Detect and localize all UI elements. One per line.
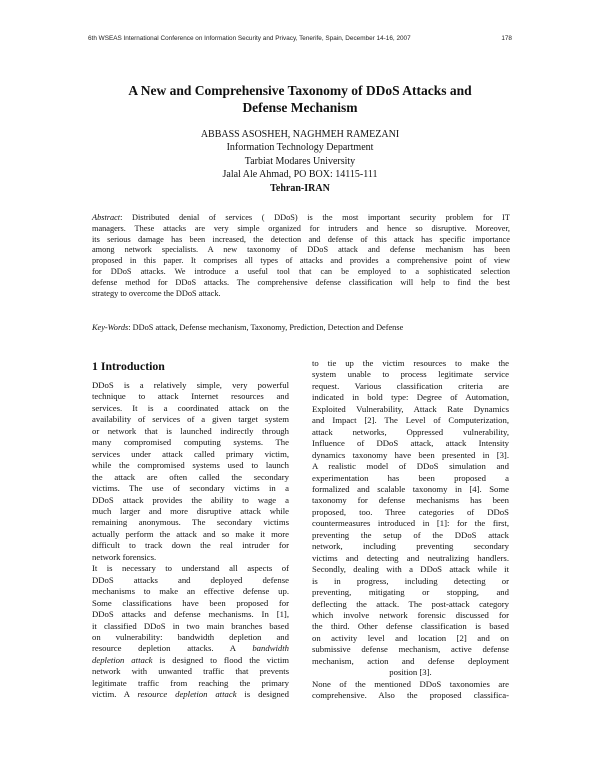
text-line: A realistic model of DDoS simulation and (312, 461, 509, 472)
text-line: indicated in bold type: Degree of Automation, (312, 392, 509, 403)
text-span: victim. A (92, 689, 138, 700)
text-line: it classified DDoS in two main branches based (92, 620, 289, 631)
left-column (92, 380, 289, 701)
text-line: which involve network forensic discussed for (312, 609, 509, 620)
text-line: position [3]. (389, 667, 432, 678)
text-line: system unable to process legitimate service (312, 369, 509, 380)
city: Tehran-IRAN (270, 182, 330, 194)
text-line: remaining anonymous. The secondary victims (92, 517, 289, 528)
text-line: preventing the setup of the DDoS attack (312, 529, 509, 540)
text-line: Some classifications have been proposed for (92, 597, 289, 608)
text-line: dynamics taxonomy have been presented in [3]. (312, 449, 509, 460)
text-line: legitimate traffic from reaching the primary (92, 677, 289, 688)
text-line: deflecting the attack. The post-attack category (312, 598, 509, 609)
authors: ABBASS ASOSHEH, NAGHMEH RAMEZANI (200, 129, 400, 140)
author-block (150, 128, 450, 195)
text-line: to tie up the victim resources to make the (312, 358, 509, 368)
text-line: network forensics. (92, 551, 157, 562)
abstract-line: strategy to overcome the DDoS attack. (92, 288, 221, 298)
text-line: difficult to track down the real intruder for (92, 540, 289, 551)
text-line: attack networks, Oppressed vulnerability, (312, 426, 509, 437)
text-line: comprehensive. Also the proposed classifica- (312, 690, 509, 701)
text-line: Influence of DDoS attack, attack Intensity (312, 438, 509, 449)
text-line: on vulnerability: bandwidth depletion and (92, 631, 289, 642)
text-line: availability of services of a given target system (92, 414, 289, 425)
text-line: None of the mentioned DDoS taxonomies are (312, 678, 509, 689)
university: Tarbiat Modares University (244, 155, 356, 167)
abstract-line: among network specialists. A new taxonomy of DDoS attack and defense mechanism has been (92, 245, 510, 255)
text-line (92, 689, 289, 700)
keywords (92, 323, 510, 332)
abstract-line: defense method for DDoS attacks. The comprehensive defense classification will help to find the best (92, 277, 510, 287)
text-line: the attack are often called the secondary (92, 471, 289, 482)
text-line: proposed, too. Three categories of DDoS (312, 506, 509, 517)
text-span: is designed to flood the victim (152, 654, 289, 665)
text-line: formalized and scalable taxonomy in [4]. Some (312, 483, 509, 494)
italic-term: resource depletion attack (137, 689, 237, 700)
text-line: taxonomy for defense mechanisms has been (312, 495, 509, 506)
text-line: network, including preventing secondary (312, 541, 509, 552)
text-line: mechanism, action and defense deployment (312, 655, 509, 666)
text-line: on activity level and location [2] and on (312, 632, 509, 643)
text-line: or network that is launched indirectly through (92, 425, 289, 436)
paper-title (90, 82, 510, 116)
text-line: mechanisms to make an effective defense up. (92, 586, 289, 597)
text-line: Exploited Vulnerability, Attack Rate Dynamics (312, 403, 509, 414)
text-line: victims. The use of secondary victims in a (92, 483, 289, 494)
text-line: submissive defense mechanism, active defense (312, 644, 509, 655)
italic-term: bandwidth (252, 643, 289, 654)
text-line: countermeasures introduced in [1]: for the first, (312, 518, 509, 529)
text-span: resource depletion attacks. A (92, 643, 253, 654)
text-line: Secondly, dealing with a DDoS attack while it (312, 564, 509, 575)
abstract-line: for DDoS attacks. We introduce a useful tool that can be employed to a sophisticated selection (92, 266, 510, 276)
text-line: while the compromised systems used to launch (92, 460, 289, 471)
title-line: Defense Mechanism (242, 100, 358, 115)
text-line: much larger and more disruptive attack while (92, 505, 289, 516)
text-line: victims and detecting and neutralizing handlers. (312, 552, 509, 563)
running-header (88, 35, 512, 42)
text-line: DDoS attack provides the ability to wage a (92, 494, 289, 505)
text-span: is designed (236, 689, 289, 700)
text-line: services under attack called primary victim, (92, 448, 289, 459)
abstract-line: : Distributed denial of services ( DDoS) is the most important security problem for IT (120, 213, 510, 222)
text-line: services. It is a coordinated attack on the (92, 402, 289, 413)
text-line (92, 643, 289, 654)
abstract-label: Abstract (92, 213, 121, 222)
section-heading: 1 Introduction (92, 359, 165, 373)
text-line: request. Various classification criteria are (312, 380, 509, 391)
text-line: DDoS is a relatively simple, very powerful (92, 380, 289, 390)
right-column (312, 358, 509, 702)
address: Jalal Ale Ahmad, PO BOX: 14115-111 (222, 169, 378, 181)
text-line: many compromised computing systems. The (92, 437, 289, 448)
abstract-line: managers. These attacks are very simple organized for intruders and hence so disruptive. Moreover, (92, 223, 510, 233)
text-line: is in progress, including detecting or (312, 575, 509, 586)
italic-term: depletion attack (92, 654, 153, 665)
text-line: experimentation has been proposed a (312, 472, 509, 483)
page-number: 178 (501, 35, 512, 42)
abstract-line: its serious damage has been increased, the detection and defense of this attack has specific importance (92, 234, 510, 244)
text-line: DDoS attacks and defense mechanisms. In [1], (92, 609, 289, 620)
text-line (92, 655, 289, 666)
keywords-label: Key-Words (92, 323, 129, 332)
text-line: DDoS attacks and deployed defense (92, 574, 289, 585)
text-line: technique to attack Internet resources and (92, 391, 289, 402)
department: Information Technology Department (226, 142, 374, 154)
text-line: preventing, mitigating or stopping, and (312, 587, 509, 598)
abstract (92, 213, 510, 299)
abstract-line: proposed in this paper. It comprises all types of attacks and provides a comprehensive point of view (92, 256, 510, 266)
text-line: actually perform the attack and so make it more (92, 528, 289, 539)
text-line: It is necessary to understand all aspects of (92, 563, 289, 574)
text-line: the third. Other defense classification is based (312, 621, 509, 632)
text-line: network with unwanted traffic that prevents (92, 666, 289, 677)
keywords-text: : DDoS attack, Defense mechanism, Taxonomy, Prediction, Detection and Defense (128, 323, 404, 332)
text-line: and Impact [2]. The Level of Computerization, (312, 415, 509, 426)
title-line: A New and Comprehensive Taxonomy of DDoS Attacks and (128, 83, 472, 98)
conference-line: 6th WSEAS International Conference on Information Security and Privacy, Tenerife, Spain, December 14-16, 2007 (88, 35, 411, 42)
